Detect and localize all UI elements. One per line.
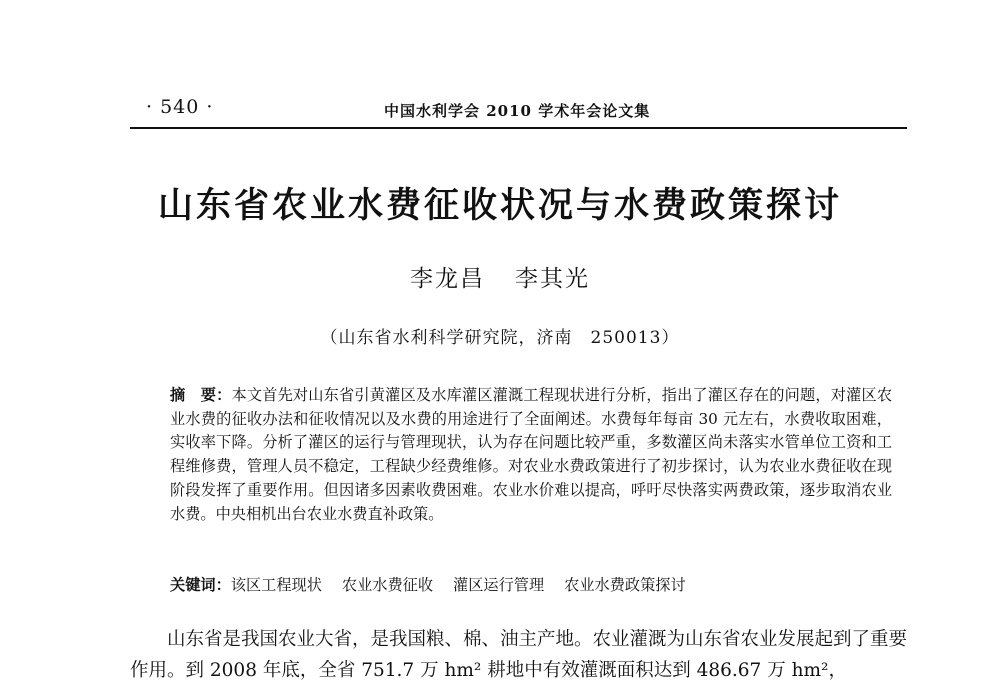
- keyword: 农业水费政策探讨: [564, 576, 686, 594]
- affiliation: （山东省水利科学研究院，济南 250013）: [320, 328, 680, 348]
- abstract-text: 本文首先对山东省引黄灌区及水库灌区灌溉工程现状进行分析，指出了灌区存在的问题，对灌区农业水费的征收办法和征收情况以及水费的用途进行了全面阐述。水费每年每亩 30 元左右，水费收取困难，实收率下降。分析了灌区的运行与管理现状，认为存在问题比较严重，多数灌区尚未落实水管单位工资和工程维修费，管理人员不稳定，工程缺少经费维修。对农业水费政策进行了初步探讨，认为农业水费征收在现阶段发挥了重要作用。但因诸多因素收费困难。农业水价难以提高，呼吁尽快落实两费政策，逐步取消农业水费。中央相机出台农业水费直补政策。: [170, 386, 893, 523]
- abstract: [170, 384, 892, 526]
- body-paragraph: 山东省是我国农业大省，是我国粮、棉、油主产地。农业灌溉为山东省农业发展起到了重要作用。到 2008 年底，全省 751.7 万 hm² 耕地中有效灌溉面积达到 486.67 万 hm²，: [130, 629, 908, 681]
- page-number: · 540 ·: [146, 96, 214, 118]
- paper-title: 山东省农业水费征收状况与水费政策探讨: [157, 186, 842, 226]
- authors: [0, 260, 1000, 293]
- keyword: 农业水费征收: [341, 576, 433, 594]
- keyword: 灌区运行管理: [453, 576, 545, 594]
- keywords: [170, 574, 892, 596]
- keywords-label: 关键词：: [170, 576, 231, 594]
- header-rule: [130, 127, 907, 129]
- keyword: 该区工程现状: [230, 576, 322, 594]
- author-name: 李其光: [515, 266, 590, 292]
- abstract-label: 摘 要：: [170, 386, 232, 404]
- author-name: 李龙昌: [410, 266, 485, 292]
- running-head: 中国水利学会 2010 学术年会论文集: [384, 102, 651, 120]
